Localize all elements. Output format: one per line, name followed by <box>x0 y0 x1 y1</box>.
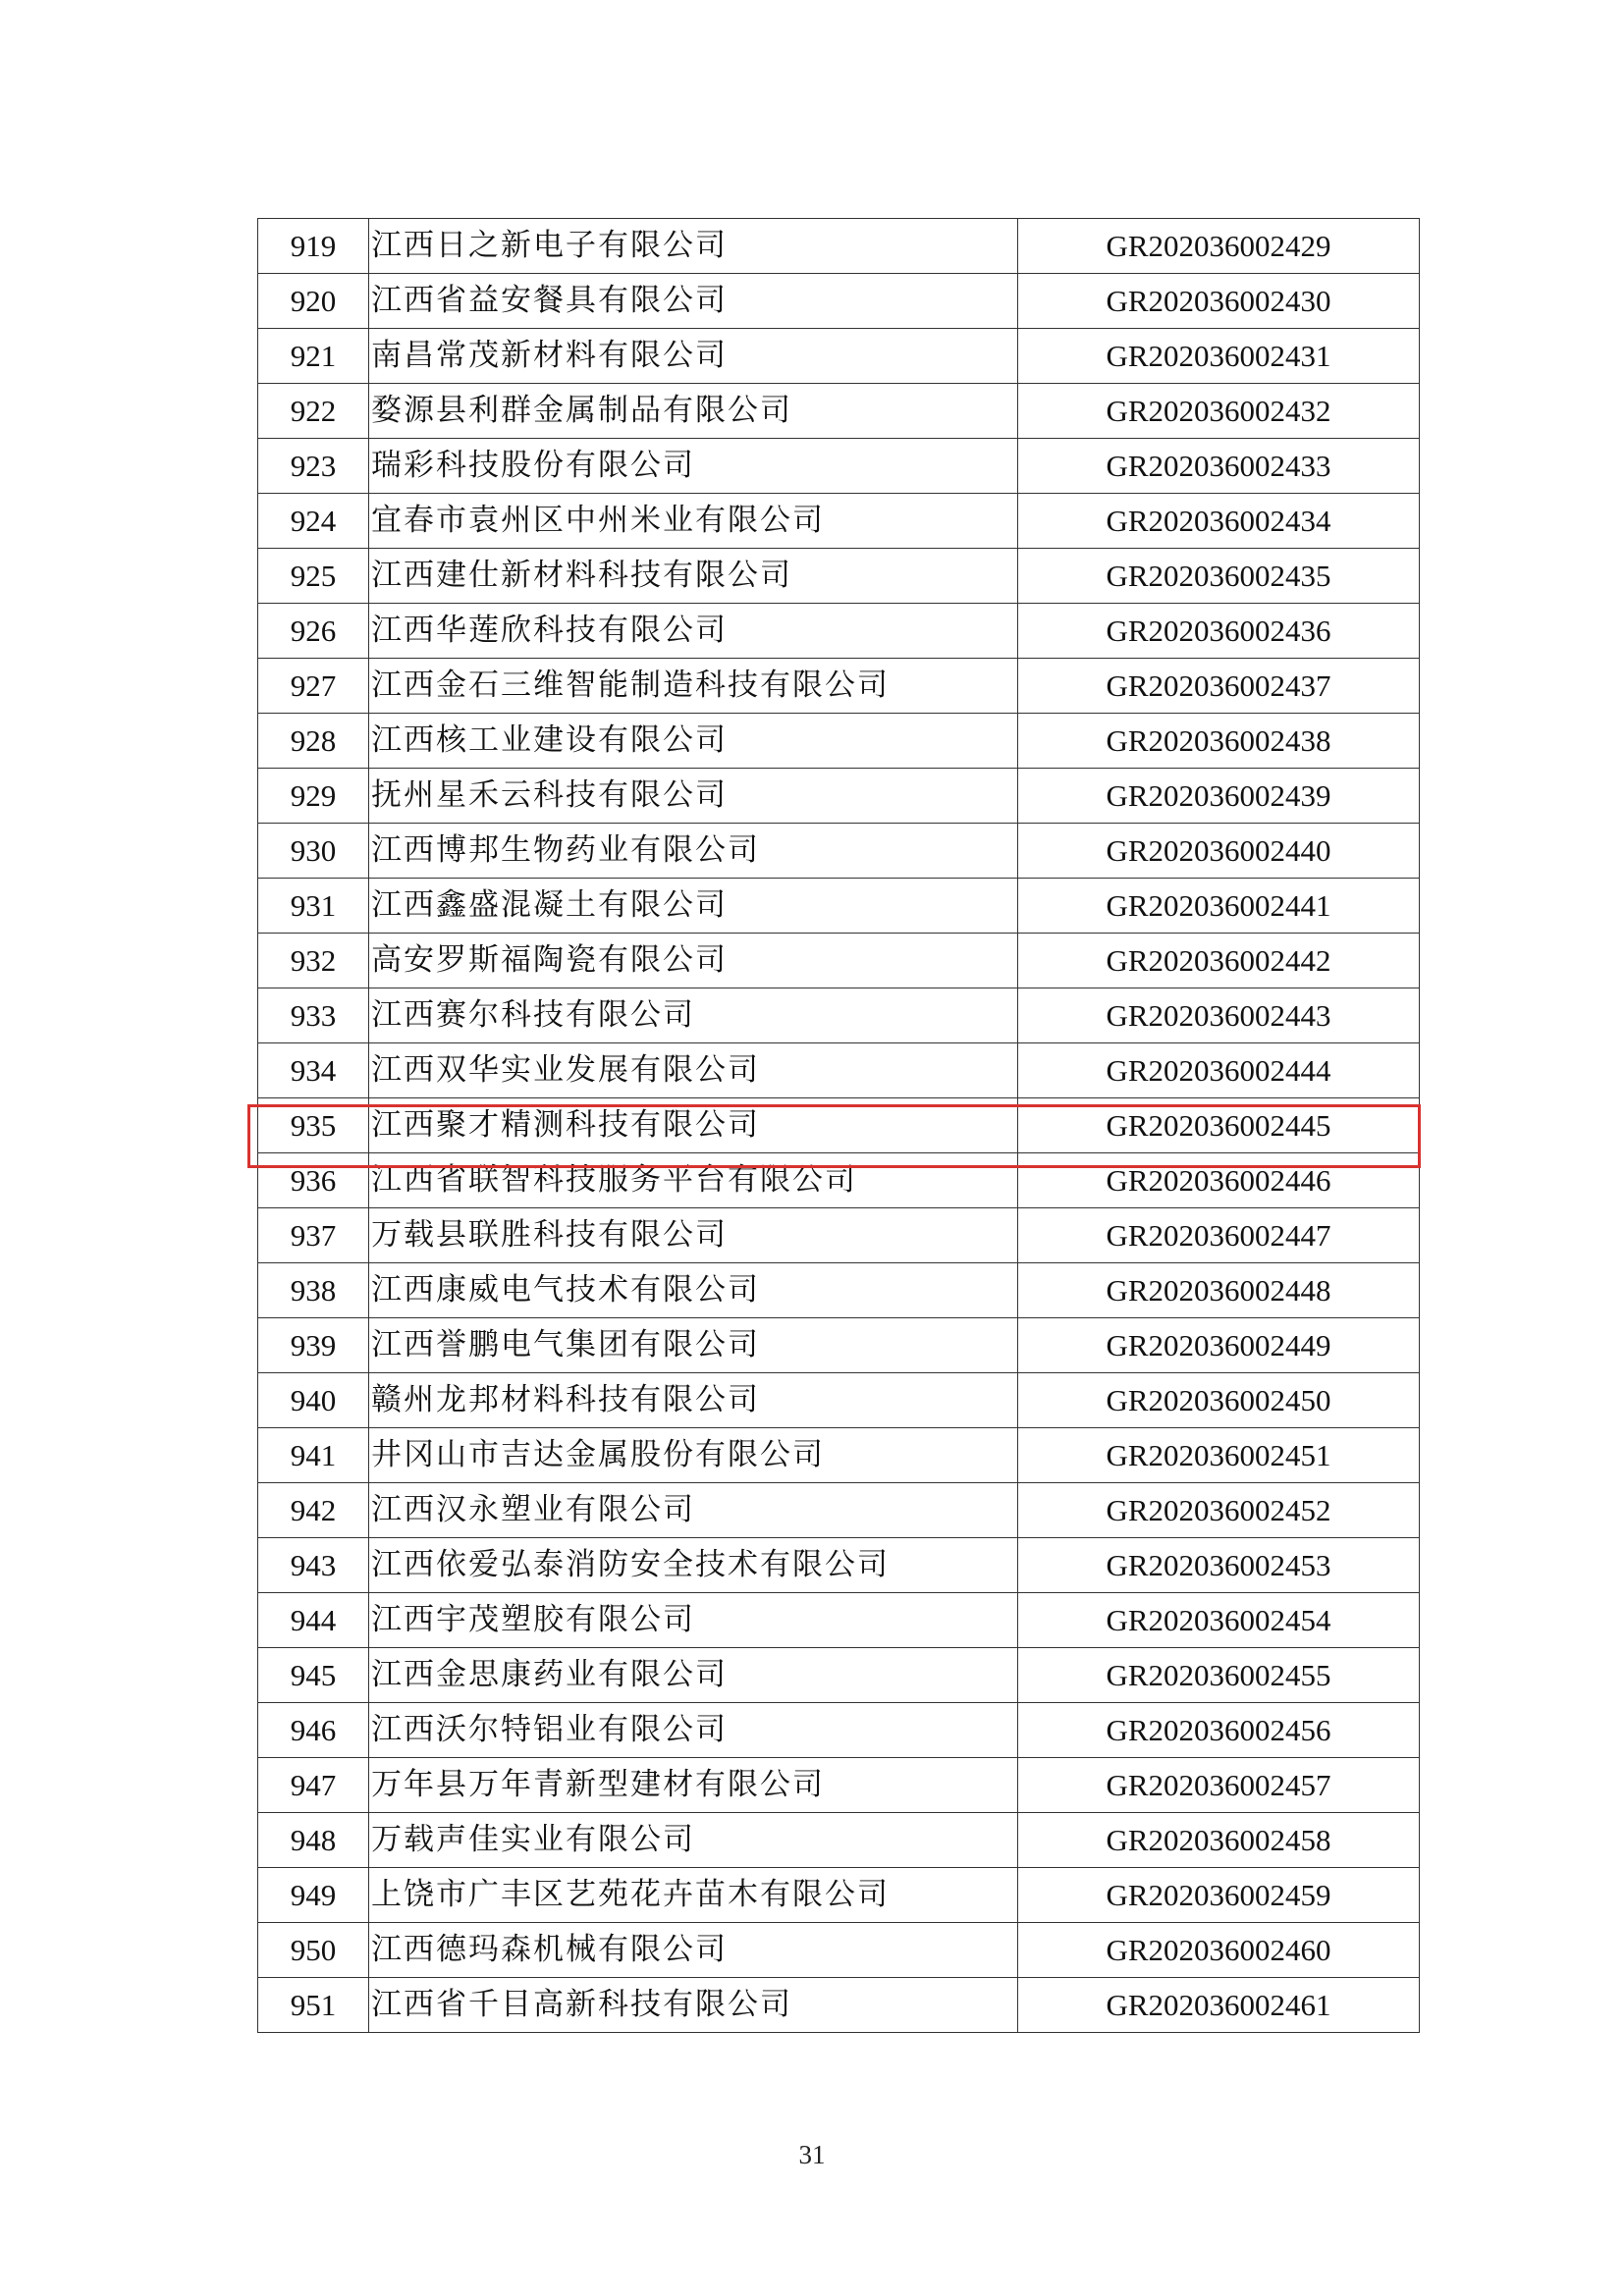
table-row <box>258 1263 1420 1318</box>
row-index-cell: 941 <box>258 1428 369 1483</box>
company-name-cell: 江西省联智科技服务平台有限公司 <box>369 1153 1018 1208</box>
certificate-code-cell: GR202036002449 <box>1018 1318 1420 1373</box>
certificate-code-cell: GR202036002456 <box>1018 1703 1420 1758</box>
certificate-code-cell: GR202036002450 <box>1018 1373 1420 1428</box>
company-name-cell: 江西宇茂塑胶有限公司 <box>369 1593 1018 1648</box>
row-index-cell: 931 <box>258 879 369 934</box>
certificate-code-cell: GR202036002459 <box>1018 1868 1420 1923</box>
row-index-cell: 919 <box>258 219 369 274</box>
company-name-cell: 江西省益安餐具有限公司 <box>369 274 1018 329</box>
table-row <box>258 988 1420 1043</box>
table-row-highlighted <box>258 1098 1420 1153</box>
certificate-code-cell: GR202036002457 <box>1018 1758 1420 1813</box>
row-index-cell: 945 <box>258 1648 369 1703</box>
row-index-cell: 927 <box>258 659 369 714</box>
row-index-cell: 948 <box>258 1813 369 1868</box>
row-index-cell: 933 <box>258 988 369 1043</box>
table-row <box>258 714 1420 769</box>
company-name-cell: 江西省千目高新科技有限公司 <box>369 1978 1018 2033</box>
table-row <box>258 1978 1420 2033</box>
company-name-cell: 江西沃尔特铝业有限公司 <box>369 1703 1018 1758</box>
certificate-code-cell: GR202036002436 <box>1018 604 1420 659</box>
table-row <box>258 1593 1420 1648</box>
company-name-cell: 江西鑫盛混凝土有限公司 <box>369 879 1018 934</box>
row-index-cell: 925 <box>258 549 369 604</box>
table-row <box>258 1538 1420 1593</box>
row-index-cell: 938 <box>258 1263 369 1318</box>
company-name-cell: 江西金石三维智能制造科技有限公司 <box>369 659 1018 714</box>
table-row <box>258 1373 1420 1428</box>
table-row <box>258 879 1420 934</box>
row-index-cell: 950 <box>258 1923 369 1978</box>
row-index-cell: 935 <box>258 1098 369 1153</box>
row-index-cell: 922 <box>258 384 369 439</box>
certificate-code-cell: GR202036002440 <box>1018 824 1420 879</box>
company-name-cell: 江西誉鹏电气集团有限公司 <box>369 1318 1018 1373</box>
table-row <box>258 1703 1420 1758</box>
table-row <box>258 1318 1420 1373</box>
certificate-code-cell: GR202036002441 <box>1018 879 1420 934</box>
company-name-cell: 江西华莲欣科技有限公司 <box>369 604 1018 659</box>
certificate-code-cell: GR202036002455 <box>1018 1648 1420 1703</box>
company-name-cell: 万载声佳实业有限公司 <box>369 1813 1018 1868</box>
row-index-cell: 946 <box>258 1703 369 1758</box>
company-name-cell: 瑞彩科技股份有限公司 <box>369 439 1018 494</box>
certificate-code-cell: GR202036002452 <box>1018 1483 1420 1538</box>
row-index-cell: 947 <box>258 1758 369 1813</box>
table-row <box>258 1153 1420 1208</box>
table-row <box>258 1758 1420 1813</box>
row-index-cell: 930 <box>258 824 369 879</box>
certificate-code-cell: GR202036002430 <box>1018 274 1420 329</box>
row-index-cell: 934 <box>258 1043 369 1098</box>
table-row <box>258 219 1420 274</box>
company-name-cell: 江西依爱弘泰消防安全技术有限公司 <box>369 1538 1018 1593</box>
table-row <box>258 1868 1420 1923</box>
table-row <box>258 329 1420 384</box>
certificate-code-cell: GR202036002434 <box>1018 494 1420 549</box>
company-name-cell: 江西聚才精测科技有限公司 <box>369 1098 1018 1153</box>
row-index-cell: 937 <box>258 1208 369 1263</box>
table-body <box>258 219 1420 2033</box>
certificate-code-cell: GR202036002444 <box>1018 1043 1420 1098</box>
certificate-code-cell: GR202036002451 <box>1018 1428 1420 1483</box>
certificate-code-cell: GR202036002432 <box>1018 384 1420 439</box>
row-index-cell: 944 <box>258 1593 369 1648</box>
company-name-cell: 江西博邦生物药业有限公司 <box>369 824 1018 879</box>
company-name-cell: 万载县联胜科技有限公司 <box>369 1208 1018 1263</box>
certificate-code-cell: GR202036002438 <box>1018 714 1420 769</box>
row-index-cell: 949 <box>258 1868 369 1923</box>
table-row <box>258 549 1420 604</box>
table-row <box>258 1428 1420 1483</box>
company-name-cell: 江西康威电气技术有限公司 <box>369 1263 1018 1318</box>
table-row <box>258 1813 1420 1868</box>
row-index-cell: 926 <box>258 604 369 659</box>
company-name-cell: 江西德玛森机械有限公司 <box>369 1923 1018 1978</box>
certificate-code-cell: GR202036002448 <box>1018 1263 1420 1318</box>
table-row <box>258 1208 1420 1263</box>
certificate-code-cell: GR202036002453 <box>1018 1538 1420 1593</box>
company-name-cell: 江西汉永塑业有限公司 <box>369 1483 1018 1538</box>
certificate-code-cell: GR202036002437 <box>1018 659 1420 714</box>
certificate-code-cell: GR202036002433 <box>1018 439 1420 494</box>
table-row <box>258 494 1420 549</box>
certificate-code-cell: GR202036002443 <box>1018 988 1420 1043</box>
certificate-code-cell: GR202036002460 <box>1018 1923 1420 1978</box>
certificate-code-cell: GR202036002454 <box>1018 1593 1420 1648</box>
certificate-code-cell: GR202036002446 <box>1018 1153 1420 1208</box>
certificate-code-cell: GR202036002442 <box>1018 934 1420 988</box>
row-index-cell: 921 <box>258 329 369 384</box>
company-name-cell: 万年县万年青新型建材有限公司 <box>369 1758 1018 1813</box>
certificate-code-cell: GR202036002435 <box>1018 549 1420 604</box>
table-row <box>258 659 1420 714</box>
company-name-cell: 江西建仕新材料科技有限公司 <box>369 549 1018 604</box>
certificate-code-cell: GR202036002431 <box>1018 329 1420 384</box>
certificate-code-cell: GR202036002439 <box>1018 769 1420 824</box>
company-name-cell: 南昌常茂新材料有限公司 <box>369 329 1018 384</box>
company-name-cell: 江西金思康药业有限公司 <box>369 1648 1018 1703</box>
company-name-cell: 赣州龙邦材料科技有限公司 <box>369 1373 1018 1428</box>
row-index-cell: 932 <box>258 934 369 988</box>
row-index-cell: 951 <box>258 1978 369 2033</box>
table-row <box>258 1043 1420 1098</box>
certificate-code-cell: GR202036002445 <box>1018 1098 1420 1153</box>
table-row <box>258 824 1420 879</box>
table-row <box>258 604 1420 659</box>
row-index-cell: 943 <box>258 1538 369 1593</box>
company-name-cell: 江西日之新电子有限公司 <box>369 219 1018 274</box>
company-name-cell: 江西赛尔科技有限公司 <box>369 988 1018 1043</box>
row-index-cell: 940 <box>258 1373 369 1428</box>
company-name-cell: 婺源县利群金属制品有限公司 <box>369 384 1018 439</box>
table-row <box>258 1483 1420 1538</box>
row-index-cell: 920 <box>258 274 369 329</box>
row-index-cell: 928 <box>258 714 369 769</box>
company-name-cell: 上饶市广丰区艺苑花卉苗木有限公司 <box>369 1868 1018 1923</box>
page-number: 31 <box>798 2140 826 2169</box>
company-name-cell: 江西核工业建设有限公司 <box>369 714 1018 769</box>
table-row <box>258 1648 1420 1703</box>
table-row <box>258 1923 1420 1978</box>
row-index-cell: 939 <box>258 1318 369 1373</box>
row-index-cell: 936 <box>258 1153 369 1208</box>
table-row <box>258 384 1420 439</box>
company-name-cell: 宜春市袁州区中州米业有限公司 <box>369 494 1018 549</box>
certificate-code-cell: GR202036002461 <box>1018 1978 1420 2033</box>
company-name-cell: 江西双华实业发展有限公司 <box>369 1043 1018 1098</box>
row-index-cell: 942 <box>258 1483 369 1538</box>
certificate-code-cell: GR202036002458 <box>1018 1813 1420 1868</box>
certificate-code-cell: GR202036002447 <box>1018 1208 1420 1263</box>
row-index-cell: 924 <box>258 494 369 549</box>
row-index-cell: 929 <box>258 769 369 824</box>
company-name-cell: 高安罗斯福陶瓷有限公司 <box>369 934 1018 988</box>
company-name-cell: 抚州星禾云科技有限公司 <box>369 769 1018 824</box>
table-row <box>258 439 1420 494</box>
company-table <box>257 218 1420 2033</box>
row-index-cell: 923 <box>258 439 369 494</box>
table-row <box>258 274 1420 329</box>
certificate-code-cell: GR202036002429 <box>1018 219 1420 274</box>
table-container <box>257 218 1419 2033</box>
table-row <box>258 769 1420 824</box>
table-row <box>258 934 1420 988</box>
company-name-cell: 井冈山市吉达金属股份有限公司 <box>369 1428 1018 1483</box>
